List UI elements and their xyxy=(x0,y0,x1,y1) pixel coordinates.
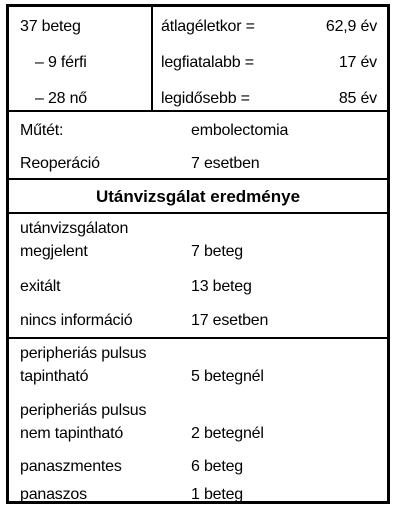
symptomatic-label: panaszos xyxy=(20,486,87,503)
symptomatic-value: 1 beteg xyxy=(191,486,243,503)
symptom-free-value: 6 beteg xyxy=(191,458,243,475)
followup-appeared-value: 7 beteg xyxy=(191,243,243,260)
pulse-palpable-value: 5 betegnél xyxy=(191,368,264,385)
patient-total: 37 beteg xyxy=(20,18,81,35)
followup-deceased-value: 13 beteg xyxy=(191,278,252,295)
pulse-not-palpable-value: 2 betegnél xyxy=(191,425,264,442)
followup-no-info-label: nincs információ xyxy=(20,312,133,329)
operation-label: Műtét: xyxy=(20,122,64,139)
followup-heading: Utánvizsgálat eredménye xyxy=(95,187,301,206)
pulse-not-palpable-label-line1: peripheriás pulsus xyxy=(20,402,147,419)
stat-mean-age-value: 62,9 év xyxy=(325,18,377,35)
operation-value: embolectomia xyxy=(191,122,289,139)
results-table xyxy=(6,4,390,504)
pulse-palpable-label-line1: peripheriás pulsus xyxy=(20,345,147,362)
column-divider xyxy=(151,7,153,110)
stat-youngest-label: legfiatalabb = xyxy=(161,54,254,71)
patient-female-count: – 28 nő xyxy=(35,90,87,107)
followup-deceased-label: exitált xyxy=(20,278,61,295)
patient-male-count: – 9 férfi xyxy=(35,54,87,71)
pulse-palpable-label-line2: tapintható xyxy=(20,368,89,385)
followup-no-info-value: 17 esetben xyxy=(191,312,269,329)
followup-appeared-label-line1: utánvizsgálaton xyxy=(20,220,129,237)
stat-mean-age-label: átlagéletkor = xyxy=(161,18,255,35)
section-divider xyxy=(9,337,387,339)
symptom-free-label: panaszmentes xyxy=(20,458,122,475)
reoperation-label: Reoperáció xyxy=(20,155,100,172)
followup-appeared-label-line2: megjelent xyxy=(20,243,88,260)
section-divider xyxy=(9,212,387,214)
section-divider xyxy=(9,178,387,180)
reoperation-value: 7 esetben xyxy=(191,155,260,172)
pulse-not-palpable-label-line2: nem tapintható xyxy=(20,425,124,442)
stat-oldest-label: legidősebb = xyxy=(161,90,250,107)
section-divider xyxy=(9,110,387,112)
stat-oldest-value: 85 év xyxy=(338,90,377,107)
stat-youngest-value: 17 év xyxy=(338,54,377,71)
